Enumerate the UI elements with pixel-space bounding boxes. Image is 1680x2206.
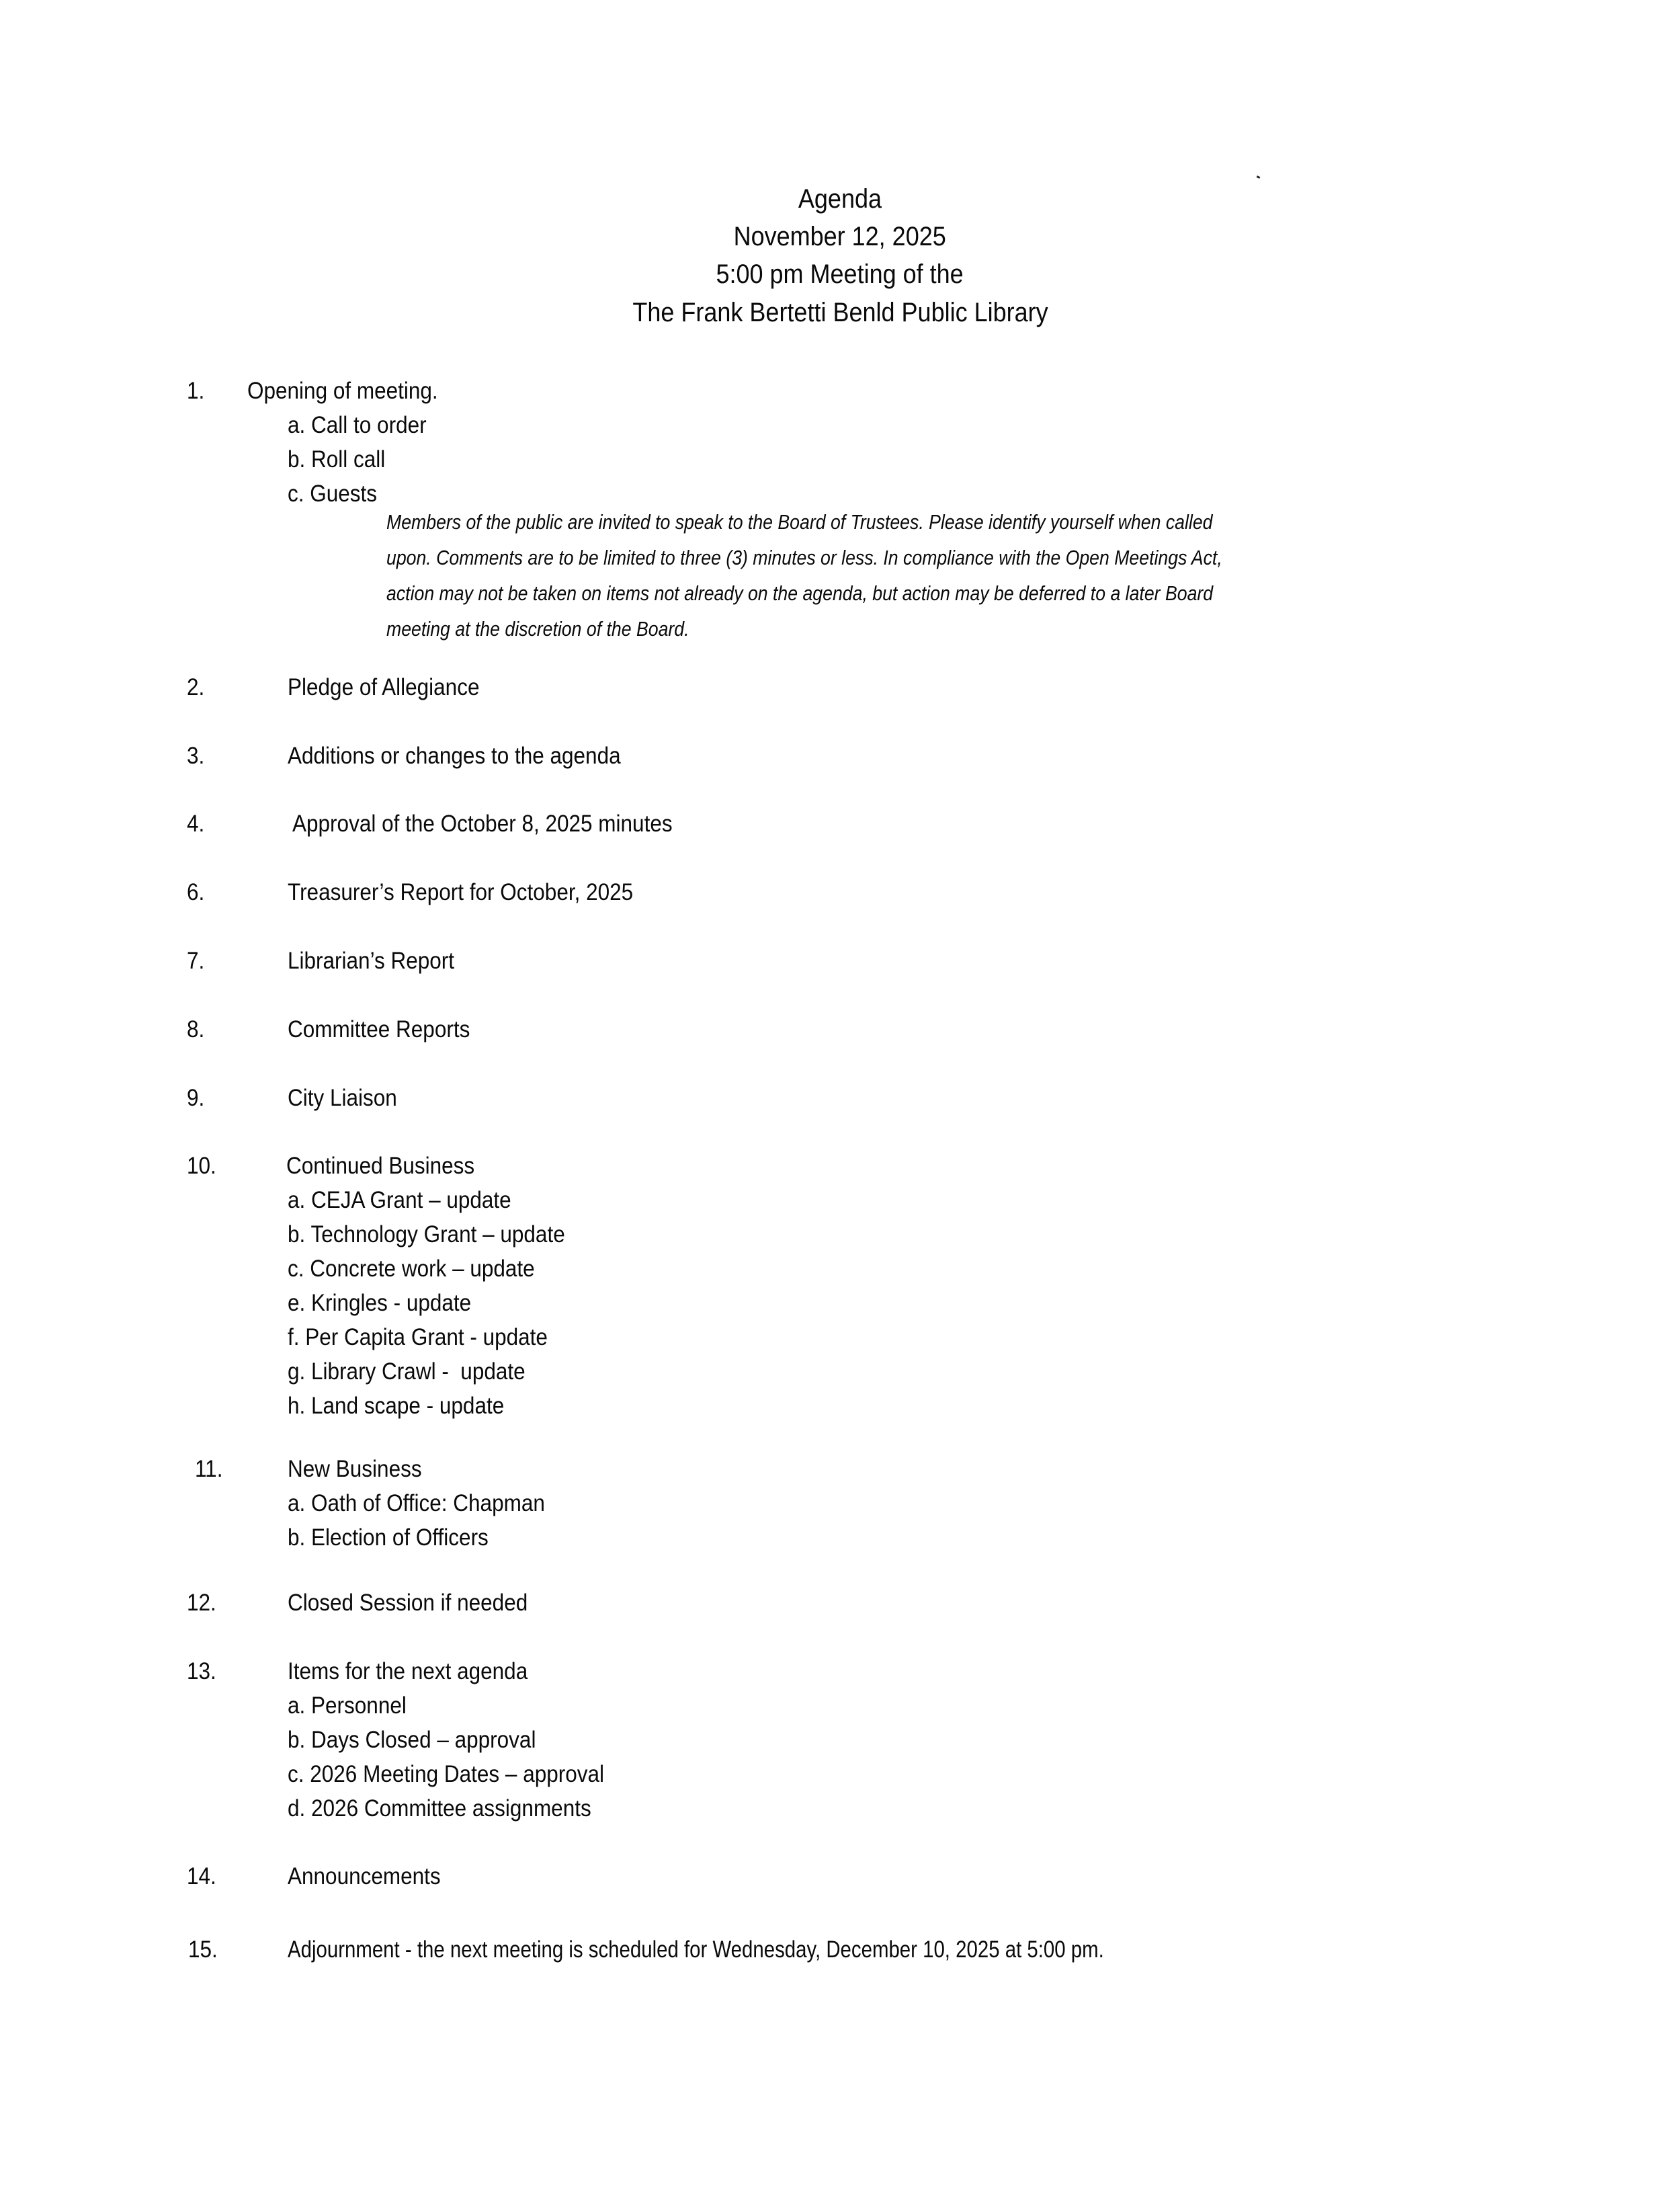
- item-number: 6.: [187, 879, 205, 905]
- scan-speck: [1257, 175, 1261, 179]
- item-label: Continued Business: [286, 1153, 475, 1179]
- item-number: 13.: [187, 1658, 216, 1684]
- item-number: 15.: [188, 1936, 218, 1963]
- meeting-time-text: 5:00 pm Meeting of the: [716, 259, 964, 289]
- subitem: c. 2026 Meeting Dates – approval: [288, 1761, 605, 1787]
- item-label: Additions or changes to the agenda: [288, 743, 621, 769]
- subitem: b. Roll call: [288, 446, 386, 473]
- item-number: 7.: [187, 948, 205, 974]
- item-label: Adjournment - the next meeting is scheduled for Wednesday, December 10, 2025 at 5:00 pm.: [288, 1936, 1104, 1963]
- item-number: 2.: [187, 674, 205, 700]
- item-label: Closed Session if needed: [288, 1590, 528, 1616]
- subitem: a. Call to order: [288, 412, 427, 438]
- item-label: Announcements: [288, 1863, 441, 1889]
- subitem: b. Technology Grant – update: [288, 1221, 565, 1248]
- note-line: Members of the public are invited to speak to the Board of Trustees. Please identify yourself when called: [386, 510, 1213, 534]
- item-number: 10.: [187, 1153, 216, 1179]
- subitem: c. Concrete work – update: [288, 1256, 535, 1282]
- item-number: 4.: [187, 811, 205, 837]
- note-line: upon. Comments are to be limited to three (3) minutes or less. In compliance with the Open Meetings Act,: [386, 546, 1222, 569]
- item-label: Opening of meeting.: [247, 378, 438, 404]
- subitem: b. Days Closed – approval: [288, 1727, 536, 1753]
- organization-name-text: The Frank Bertetti Benld Public Library: [632, 298, 1048, 327]
- subitem: g. Library Crawl - update: [288, 1358, 526, 1385]
- item-number: 9.: [187, 1085, 205, 1111]
- item-label: Pledge of Allegiance: [288, 674, 480, 700]
- subitem: h. Land scape - update: [288, 1393, 505, 1419]
- subitem: a. CEJA Grant – update: [288, 1187, 511, 1213]
- item-label: Items for the next agenda: [288, 1658, 528, 1684]
- meeting-date: [0, 223, 1680, 250]
- meeting-time: [0, 261, 1680, 288]
- note-line: meeting at the discretion of the Board.: [386, 617, 689, 641]
- subitem: d. 2026 Committee assignments: [288, 1795, 591, 1822]
- subitem: a. Oath of Office: Chapman: [288, 1490, 545, 1516]
- item-number: 3.: [187, 743, 205, 769]
- subitem: a. Personnel: [288, 1692, 407, 1719]
- document-title-text: Agenda: [798, 184, 882, 214]
- subitem: b. Election of Officers: [288, 1524, 489, 1551]
- item-label: New Business: [288, 1456, 422, 1482]
- item-number: 8.: [187, 1016, 205, 1043]
- item-label: Treasurer’s Report for October, 2025: [288, 879, 634, 905]
- item-number: 11.: [195, 1456, 223, 1482]
- organization-name: [0, 299, 1680, 326]
- meeting-date-text: November 12, 2025: [733, 222, 947, 251]
- subitem: c. Guests: [288, 481, 378, 507]
- note-line: action may not be taken on items not already on the agenda, but action may be deferred to a later Board: [386, 581, 1214, 605]
- document-title: [0, 186, 1680, 212]
- item-label: Librarian’s Report: [288, 948, 455, 974]
- item-label: Approval of the October 8, 2025 minutes: [288, 811, 673, 837]
- item-label: City Liaison: [288, 1085, 397, 1111]
- item-number: 14.: [187, 1863, 216, 1889]
- subitem: e. Kringles - update: [288, 1290, 472, 1316]
- subitem: f. Per Capita Grant - update: [288, 1324, 548, 1350]
- item-number: 12.: [187, 1590, 216, 1616]
- item-label: Committee Reports: [288, 1016, 470, 1043]
- item-number: 1.: [187, 378, 205, 404]
